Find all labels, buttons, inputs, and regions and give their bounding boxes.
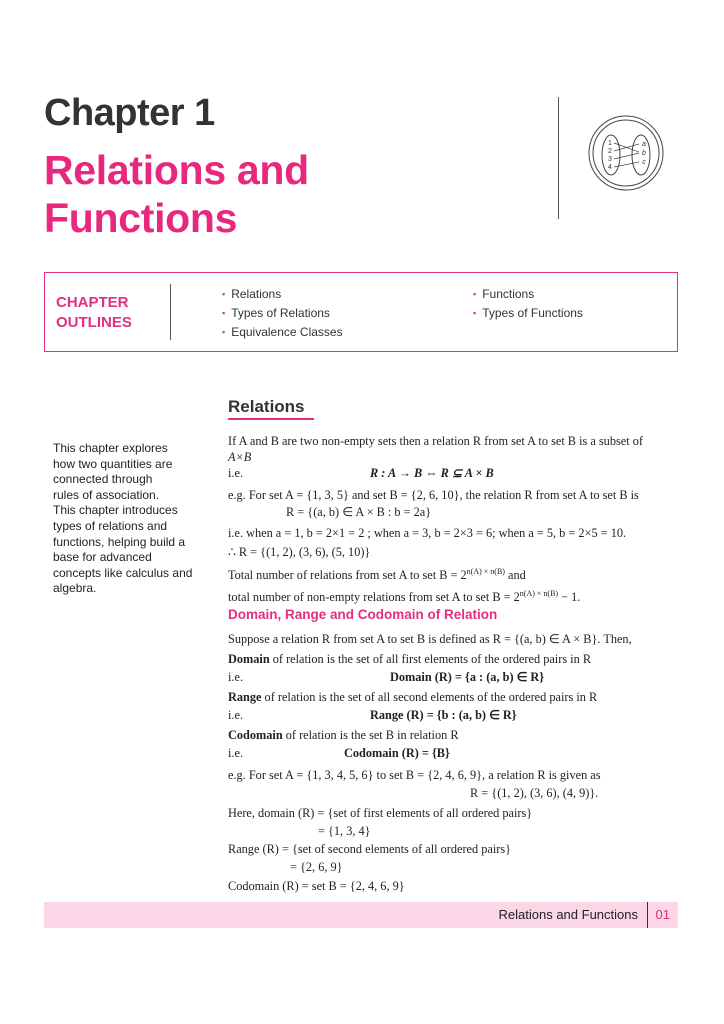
nonempty-relations-exponent: n(A) × n(B) [519, 589, 559, 598]
intro-line: base for advanced [53, 550, 152, 565]
diagram-left-2: 2 [608, 148, 612, 155]
outline-item: ▪ Types of Functions [473, 304, 583, 323]
mapping-diagram-icon [586, 113, 666, 193]
intro-line: functions, helping build a [53, 534, 186, 549]
diagram-right-a: a [642, 141, 646, 148]
intro-line: concepts like calculus and [53, 565, 193, 580]
domain-definition-text: of relation is the set of all first elements of the ordered pairs in R [269, 652, 592, 666]
codomain-definition-text: of relation is the set B in relation R [282, 728, 459, 742]
chapter-label: Chapter 1 [44, 92, 215, 134]
codomain-definition [228, 727, 459, 743]
range-value: = {2, 6, 9} [290, 860, 343, 874]
range-term: Range [228, 690, 262, 704]
intro-line: algebra. [53, 581, 97, 596]
nonempty-relations [228, 586, 580, 605]
chapter-outlines-box [44, 272, 678, 352]
chapter-title [44, 146, 309, 242]
page-footer [44, 902, 678, 928]
diagram-right-c: c [642, 159, 646, 166]
page-number: 01 [655, 907, 670, 922]
heading-underline [228, 418, 314, 420]
footer-separator [647, 902, 649, 928]
range-formula: Range (R) = {b : (a, b) ∈ R} [370, 708, 517, 722]
relation-formula: R : A → B ⇔ R ⊆ A × B [370, 466, 494, 480]
total-relations [228, 564, 526, 583]
intro-line: types of relations and [53, 518, 168, 533]
relation-example: e.g. For set A = {1, 3, 5} and set B = {2, 6, 10}, the relation R from set A to set B is [228, 488, 639, 502]
relation-definition: If A and B are two non-empty sets then a relation R from set A to set B is a subset of [228, 434, 643, 448]
range-definition-text: of relation is the set of all second elements of the ordered pairs in R [261, 690, 598, 704]
total-relations-exponent: n(A) × n(B) [466, 567, 505, 576]
outline-list-1 [222, 285, 343, 342]
intro-line: This chapter introduces [53, 503, 178, 518]
title-line-2: Functions [44, 195, 238, 241]
ie-label: i.e. [228, 746, 244, 760]
domain-example: e.g. For set A = {1, 3, 4, 5, 6} to set B = {2, 4, 6, 9}, a relation R is given as [228, 768, 601, 782]
total-relations-suffix: and [504, 568, 526, 583]
codomain-term: Codomain [228, 728, 283, 742]
domain-value: = {1, 3, 4} [318, 824, 371, 838]
range-definition [228, 689, 597, 705]
outline-item: ▪ Functions [473, 285, 583, 304]
relation-example-set: R = {(a, b) ∈ A × B : b = 2a} [286, 505, 432, 519]
footer-title: Relations and Functions [498, 907, 638, 922]
nonempty-relations-suffix: − 1. [558, 590, 581, 605]
outline-list-2 [473, 285, 583, 323]
ie-label: i.e. [228, 708, 244, 722]
diagram-left-1: 1 [608, 140, 612, 147]
ie-label: i.e. [228, 466, 244, 480]
domain-term: Domain [228, 652, 270, 666]
total-relations-text: Total number of relations from set A to set B = 2 [228, 568, 467, 583]
outlines-label-line-2: OUTLINES [56, 314, 132, 331]
title-line-1: Relations and [44, 147, 309, 193]
outline-item: ▪ Types of Relations [222, 304, 343, 323]
range-line: Range (R) = {set of second elements of all ordered pairs} [228, 842, 512, 856]
domain-example-set: R = {(1, 2), (3, 6), (4, 9)}. [470, 786, 599, 800]
domain-formula: Domain (R) = {a : (a, b) ∈ R} [390, 670, 545, 684]
nonempty-relations-text: total number of non-empty relations from set A to set B = 2 [228, 590, 520, 605]
codomain-line: Codomain (R) = set B = {2, 4, 6, 9} [228, 879, 405, 893]
relations-heading: Relations [228, 397, 305, 416]
intro-sidebar [53, 441, 213, 597]
diagram-right-b: b [642, 150, 646, 157]
relation-example-steps: i.e. when a = 1, b = 2×1 = 2 ; when a = 3, b = 2×3 = 6; when a = 5, b = 2×5 = 10. [228, 526, 627, 540]
ie-label: i.e. [228, 670, 244, 684]
relation-result: ∴ R = {(1, 2), (3, 6), (5, 10)} [228, 545, 371, 559]
intro-line: how two quantities are [53, 456, 173, 471]
outlines-divider [170, 284, 171, 340]
diagram-left-4: 4 [608, 164, 612, 171]
chapter-outlines-label [56, 293, 132, 333]
outline-item: ▪ Relations [222, 285, 343, 304]
relation-definition-cont: A×B [228, 450, 252, 464]
domain-definition [228, 651, 591, 667]
intro-line: rules of association. [53, 487, 160, 502]
intro-line: This chapter explores [53, 441, 168, 455]
outline-item: ▪ Equivalence Classes [222, 323, 343, 342]
intro-line: connected through [53, 472, 153, 487]
codomain-formula: Codomain (R) = {B} [344, 746, 450, 760]
header-divider [558, 97, 559, 219]
domain-suppose: Suppose a relation R from set A to set B is defined as R = {(a, b) ∈ A × B}. Then, [228, 632, 632, 646]
outlines-label-line-1: CHAPTER [56, 294, 129, 311]
diagram-left-3: 3 [608, 156, 612, 163]
domain-range-heading: Domain, Range and Codomain of Relation [228, 607, 498, 622]
domain-here: Here, domain (R) = {set of first elements of all ordered pairs} [228, 806, 533, 820]
